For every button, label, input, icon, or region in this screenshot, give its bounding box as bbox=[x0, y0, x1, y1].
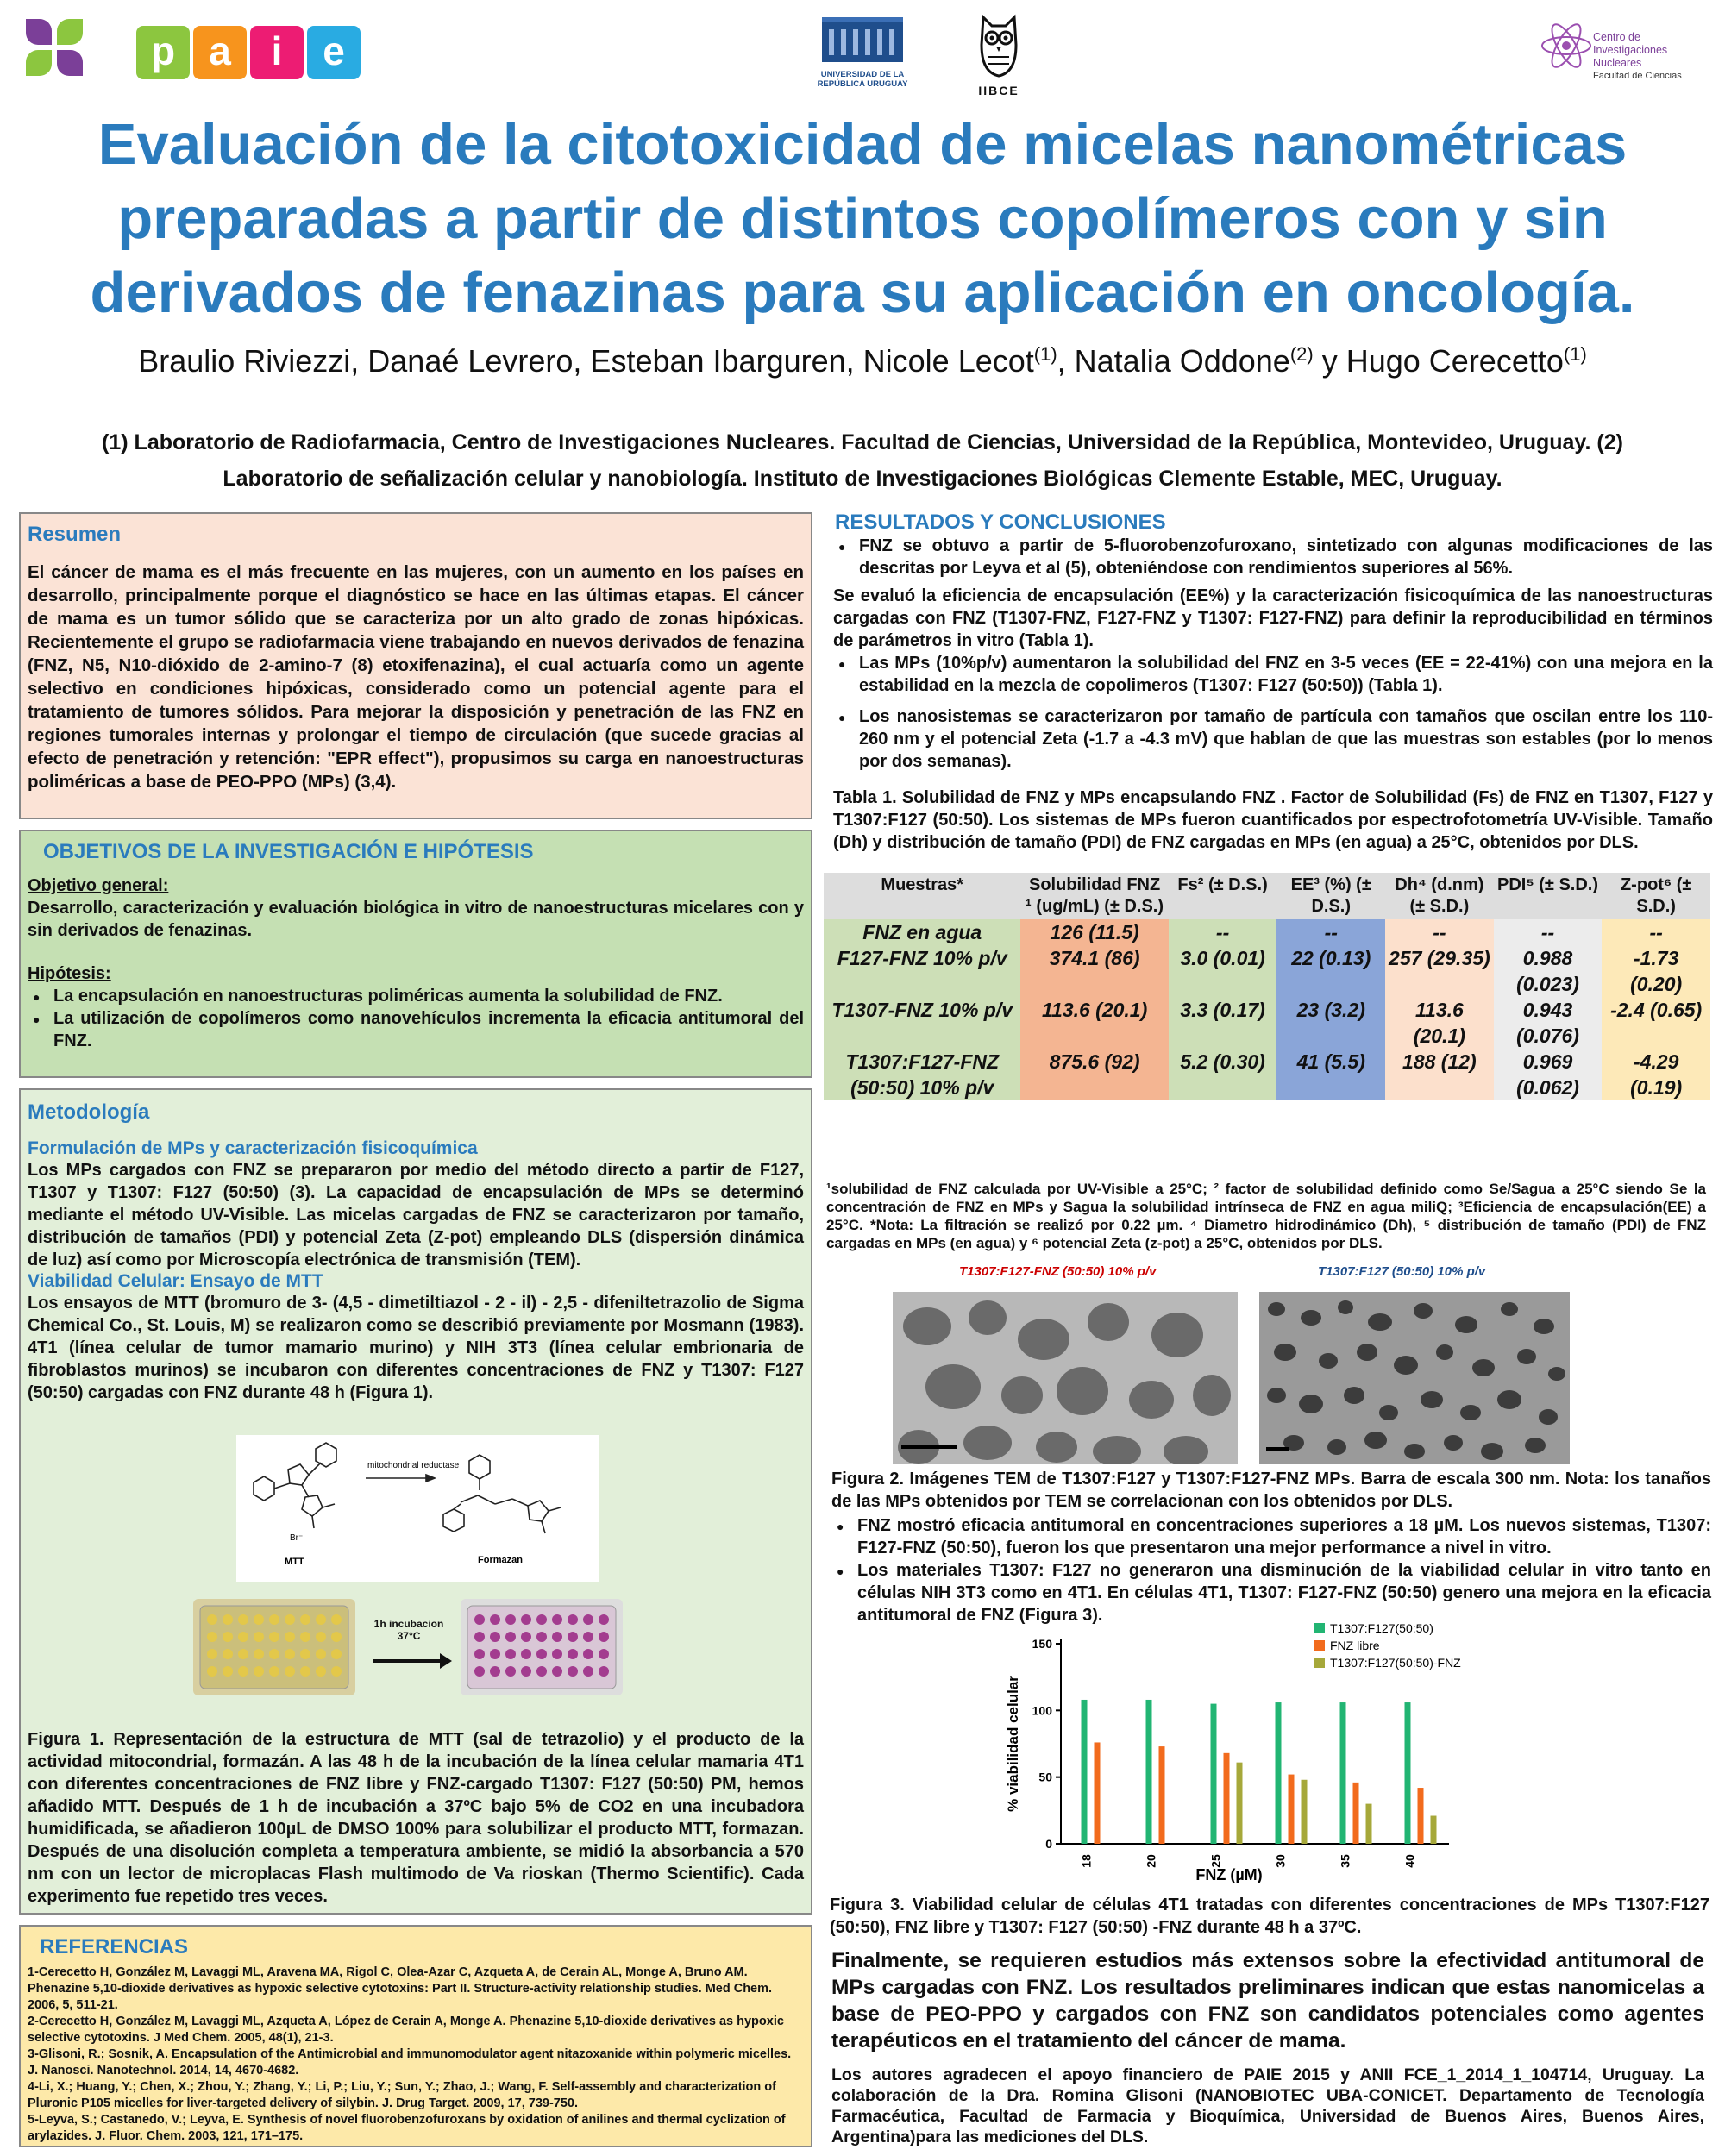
col-header: Fs² (± D.S.) bbox=[1169, 873, 1277, 919]
well-plate-yellow bbox=[193, 1599, 355, 1695]
paie-letter-i: i bbox=[250, 26, 304, 79]
affiliations: (1) Laboratorio de Radiofarmacia, Centro de Investigaciones Nucleares. Facultad de Ciencias, Universidad de la República, Montevideo, Uruguay. (2) Laboratorio de señalización celular y nanobiología. Instituto de Investigaciones Biológicas Clemente Estable, MEC, Uruguay. bbox=[102, 430, 1623, 491]
result-bullet: ● Las MPs (10%p/v) aumentaron la solubilidad del FNZ en 3-5 veces (EE = 22-41%) con una mejora en la estabilidad en la mezcla de copolimeros (T1307: F127 (50:50)) (Tabla 1). bbox=[833, 652, 1713, 697]
col-header: Z-pot⁶ (± S.D.) bbox=[1602, 873, 1710, 919]
mtt-label: MTT bbox=[285, 1557, 304, 1567]
authors-part-1: Braulio Riviezzi, Danaé Levrero, Esteban Ibarguren, Nicole Lecot bbox=[138, 343, 1034, 379]
metodologia-panel bbox=[19, 1088, 812, 1915]
udelar-building-icon bbox=[815, 12, 910, 66]
table1-caption: Tabla 1. Solubilidad de FNZ y MPs encapsulando FNZ . Factor de Solubilidad (Fs) de FNZ en T1307, F127 y T1307:F127 (50:50). Los sistemas de MPs fueron cuantificados por espectrofotometría UV-Visible. Tamaño (Dh) y distribución de tamaño (PDI) de FNZ cargadas en MPs (en agua) a 25°C, obtenidos por DLS. bbox=[833, 788, 1713, 852]
table-cell: -- bbox=[1169, 919, 1277, 945]
x-tick-label: 20 bbox=[1144, 1854, 1158, 1868]
logo-square-purple bbox=[26, 19, 52, 45]
bar bbox=[1224, 1753, 1230, 1844]
x-tick-label: 30 bbox=[1273, 1854, 1288, 1868]
table-cell: 0.943 (0.076) bbox=[1494, 997, 1603, 1049]
tem1-label: T1307:F127-FNZ (50:50) 10% p/v bbox=[959, 1264, 1157, 1279]
table-row bbox=[824, 1049, 1710, 1100]
legend-swatch bbox=[1314, 1623, 1325, 1633]
table-row bbox=[824, 919, 1710, 945]
x-tick-label: 25 bbox=[1208, 1854, 1223, 1868]
incubation-label: 1h incubacion 37°C bbox=[373, 1618, 444, 1642]
col-header: PDI⁵ (± S.D.) bbox=[1494, 873, 1603, 919]
paie-letter-p: p bbox=[136, 26, 190, 79]
result-bullets-2 bbox=[831, 1514, 1711, 1626]
table-1 bbox=[824, 873, 1710, 1100]
hipotesis-label: Hipótesis: bbox=[28, 964, 111, 983]
col-header: Dh⁴ (d.nm) (± S.D.) bbox=[1385, 873, 1494, 919]
formulacion-subheading: Formulación de MPs y caracterización fisicoquímica bbox=[28, 1138, 478, 1158]
poster-title: Evaluación de la citotoxicidad de micelas nanométricas preparadas a partir de distintos copolímeros con y sin derivados de fenazinas para su aplicación en oncología. bbox=[90, 112, 1635, 325]
figure2-caption: Figura 2. Imágenes TEM de T1307:F127 y T1307:F127-FNZ MPs. Barra de escala 300 nm. Nota: los tanaños de las MPs obtenidos por TEM se correlacionan con los obtenidos por DLS. bbox=[831, 1470, 1711, 1511]
table-cell: 3.0 (0.01) bbox=[1169, 945, 1277, 997]
table-cell: -- bbox=[1602, 919, 1710, 945]
table-cell: 374.1 (86) bbox=[1020, 945, 1168, 997]
resumen-panel bbox=[19, 512, 812, 819]
bar bbox=[1146, 1700, 1152, 1844]
bar bbox=[1289, 1775, 1295, 1844]
resultados-heading: RESULTADOS Y CONCLUSIONES bbox=[835, 511, 1166, 534]
bar bbox=[1353, 1783, 1359, 1844]
table-cell: -- bbox=[1494, 919, 1603, 945]
viabilidad-subheading: Viabilidad Celular: Ensayo de MTT bbox=[28, 1271, 323, 1291]
paie-letter-e: e bbox=[307, 26, 361, 79]
resultados-section bbox=[833, 511, 1713, 854]
y-tick-label: 150 bbox=[1032, 1637, 1052, 1651]
bar bbox=[1159, 1746, 1165, 1844]
table-cell: 113.6 (20.1) bbox=[1385, 997, 1494, 1049]
table-cell: 0.988 (0.023) bbox=[1494, 945, 1603, 997]
table-cell: T1307-FNZ 10% p/v bbox=[824, 997, 1020, 1049]
table-header-row bbox=[824, 873, 1710, 919]
tem2-label: T1307:F127 (50:50) 10% p/v bbox=[1318, 1264, 1486, 1279]
incubation-arrow bbox=[373, 1659, 445, 1663]
x-tick-label: 35 bbox=[1338, 1854, 1352, 1868]
formulacion-text: Los MPs cargados con FNZ se prepararon por medio del método directo a partir de F127, T1307 y T1307: F127 (50:50) (3). La capacidad de encapsulación de MPs se determinó mediante el método UV-Visible. Las micelas cargadas de FNZ se caracterizaron por tamaño, distribución de tamaños (PDI) y potencial Zeta (Z-pot) empleando DLS (dispersión dinámica de luz) así como por Microscopía electrónica de transmisión (TEM). bbox=[28, 1161, 804, 1269]
figure3-caption: Figura 3. Viabilidad celular de células 4T1 tratadas con diferentes concentraciones de MPs T1307:F127 (50:50), FNZ libre y T1307: F127 (50:50) -FNZ durante 48 h a 37ºC. bbox=[830, 1896, 1709, 1937]
table-cell: 257 (29.35) bbox=[1385, 945, 1494, 997]
table1-footnote: ¹solubilidad de FNZ calculada por UV-Visible a 25°C; ² factor de solubilidad definido como Se/Sagua a 25°C siendo Se la concentración de FNZ en MPs y Sagua la solubilidad intrínseca de FNZ en agua miliQ; ³Eficiencia de encapsulación(EE) a 25°C. *Nota: La filtración se realizó por 0.22 µm. ⁴ Diametro hidrodinámico (Dh), ⁵ distribución de tamaño (PDI) de FNZ cargadas en MPs (en agua) y ⁶ potencial Zeta (z-pot) a 25°C, obtenidos por DLS. bbox=[826, 1181, 1706, 1251]
x-tick-label: 40 bbox=[1402, 1854, 1417, 1868]
table-cell: 5.2 (0.30) bbox=[1169, 1049, 1277, 1100]
table-cell: 3.3 (0.17) bbox=[1169, 997, 1277, 1049]
col-header: Muestras* bbox=[824, 873, 1020, 919]
paie-letter-a: a bbox=[193, 26, 247, 79]
table-cell: 188 (12) bbox=[1385, 1049, 1494, 1100]
result-bullet: ● FNZ se obtuvo a partir de 5-fluorobenzofuroxano, sintetizado con algunas modificaciones de las descritas por Leyva et al (5), obteniéndose con rendimientos superiores al 56%. bbox=[833, 535, 1713, 580]
viabilidad-text: Los ensayos de MTT (bromuro de 3- (4,5 - dimetiltiazol - 2 - il) - 2,5 - difeniltetrazolio de Sigma Chemical Co., St. Louis, M) se realizaron como se describió previamente por Mosmann (1983). 4T1 (línea celular de tumor mamario murino) y NIH 3T3 (línea celular embrionaria de fibroblastos murinos) se incubaron con diferentes concentraciones de FNZ y T1307: F127 (50:50) cargadas con FNZ durante 48 h (Figura 1). bbox=[28, 1294, 804, 1402]
tem-image-1 bbox=[893, 1292, 1238, 1464]
table-row bbox=[824, 945, 1710, 997]
bar bbox=[1431, 1816, 1437, 1844]
authors bbox=[0, 343, 1725, 379]
y-tick-label: 50 bbox=[1038, 1770, 1052, 1784]
table-row bbox=[824, 997, 1710, 1049]
reference-item: 4-Li, X.; Huang, Y.; Chen, X.; Zhou, Y.; Zhang, Y.; Li, P.; Liu, Y.; Sun, Y.; Zhao, J.; Wang, F. Self-assembly and characterization of Pluronic P105 micelles for liver-targeted delivery of silybin. J. Drug Target. 2009, 17, 739-750. bbox=[28, 2080, 776, 2110]
cin-line3: Facultad de Ciencias bbox=[1593, 71, 1682, 81]
tem-micrograph-2 bbox=[1259, 1292, 1570, 1464]
mito-label: mitochondrial reductase bbox=[367, 1461, 460, 1470]
referencias-panel bbox=[19, 1925, 812, 2147]
objetivos-panel bbox=[19, 830, 812, 1078]
legend-label: T1307:F127(50:50)-FNZ bbox=[1330, 1656, 1461, 1670]
x-tick-label: 18 bbox=[1079, 1854, 1094, 1868]
table-cell: -- bbox=[1276, 919, 1385, 945]
y-axis-label: % viabilidad celular bbox=[1005, 1676, 1021, 1812]
conclusion-text: Finalmente, se requieren estudios más extensos sobre la efectividad antitumoral de MPs cargadas con FNZ. Los resultados preliminares indican que estas nanomicelas a base de PEO-PPO y cargados con FNZ son candidatos potenciales como agentes terapéuticos en el tratamiento del cáncer de mama. bbox=[831, 1949, 1704, 2053]
authors-part-3: y Hugo Cerecetto bbox=[1313, 343, 1564, 379]
bar bbox=[1237, 1763, 1243, 1844]
atom-icon bbox=[1540, 16, 1593, 76]
logo-square-purple-2 bbox=[57, 50, 83, 76]
bar bbox=[1366, 1804, 1372, 1844]
result-bullet: ● FNZ mostró eficacia antitumoral en concentraciones superiores a 18 µM. Los nuevos sistemas, T1307: F127-FNZ (50:50), fueron los que presentaron una mejor performance a nivel in vitro. bbox=[831, 1514, 1711, 1559]
table-cell: FNZ en agua bbox=[824, 919, 1020, 945]
table-cell: 41 (5.5) bbox=[1276, 1049, 1385, 1100]
bar bbox=[1418, 1788, 1424, 1844]
bar bbox=[1302, 1780, 1308, 1844]
viability-chart bbox=[1000, 1611, 1570, 1887]
owl-icon bbox=[973, 10, 1025, 79]
plate-purple-image bbox=[461, 1599, 623, 1695]
table-cell: 126 (11.5) bbox=[1020, 919, 1168, 945]
mtt-scheme bbox=[236, 1435, 599, 1582]
result-bullet: ● Los materiales T1307: F127 no generaron una disminución de la viabilidad celular in vitro tanto en células NIH 3T3 como en 4T1. En células 4T1, T1307: F127-FNZ (50:50) genero una mejora en la eficacia antitumoral de FNZ (Figura 3). bbox=[831, 1559, 1711, 1626]
table-cell: 875.6 (92) bbox=[1020, 1049, 1168, 1100]
table-cell: 113.6 (20.1) bbox=[1020, 997, 1168, 1049]
legend-swatch bbox=[1314, 1658, 1325, 1668]
reference-item: 5-Leyva, S.; Castanedo, V.; Leyva, E. Synthesis of novel fluorobenzofuroxans by oxidation of anilines and thermal cyclization of arylazides. J. Fluor. Chem. 2003, 121, 171–175. bbox=[28, 2113, 786, 2143]
col-header: Solubilidad FNZ ¹ (ug/mL) (± D.S.) bbox=[1020, 873, 1168, 919]
referencias-heading: REFERENCIAS bbox=[40, 1935, 189, 1959]
table-cell: 22 (0.13) bbox=[1276, 945, 1385, 997]
acknowledgements: Los autores agradecen el apoyo financiero de PAIE 2015 y ANII FCE_1_2014_1_104714, Uruguay. La colaboración de la Dra. Romina Glisoni (NANOBIOTEC UBA-CONICET. Departamento de Tecnología Farmacéutica, Facultad de Farmacia y Bioquímica, Universidad de Buenos Aires, Buenos Aires, Argentina)para las mediciones del DLS. bbox=[831, 2065, 1704, 2147]
hipotesis-item: ● La encapsulación en nanoestructuras poliméricas aumenta la solubilidad de FNZ. bbox=[28, 985, 804, 1007]
logo-square-green-2 bbox=[26, 50, 52, 76]
affil-sup-1: (1) bbox=[1033, 343, 1057, 365]
arrow-head-icon bbox=[440, 1653, 452, 1669]
x-axis-label: FNZ (µM) bbox=[1195, 1866, 1263, 1883]
result-paragraph: Se evaluó la eficiencia de encapsulación (EE%) y la caracterización fisicoquímica de las nanoestructuras cargadas con FNZ (T1307-FNZ, F127-FNZ y T1307: F127-FNZ) para definir la reproducibilidad en términos de parámetros in vitro (Tabla 1). bbox=[833, 586, 1713, 650]
hipotesis-item: ● La utilización de copolímeros como nanovehículos incrementa la eficacia antitumoral del FNZ. bbox=[28, 1007, 804, 1052]
affil-sup-3: (1) bbox=[1563, 343, 1587, 365]
tem-image-2 bbox=[1259, 1292, 1570, 1464]
cin-line1: Centro de bbox=[1593, 31, 1640, 43]
reference-item: 2-Cerecetto H, González M, Lavaggi ML, Azqueta A, López de Cerain A, Monge A. Phenazine 5,10-dioxide derivatives as hypoxic selective cytotoxins. J Med Chem. 2005, 48(1), 21-3. bbox=[28, 2015, 784, 2045]
udelar-text: UNIVERSIDAD DE LA REPÚBLICA URUGUAY bbox=[817, 70, 908, 89]
logo-square-green bbox=[57, 19, 83, 45]
cin-line2: Investigaciones Nucleares bbox=[1593, 44, 1668, 69]
resumen-text: El cáncer de mama es el más frecuente en las mujeres, con un aumento en los países en desarrollo, principalmente porque el diagnóstico se hace en las últimas etapas. El cáncer de mama es un tumor sólido que se caracteriza por un alto grado de zonas hipóxicas. Recientemente el grupo se radiofarmacia viene trabajando en nuevos derivados de fenazina (FNZ, N5, N10-dióxido de 2-amino-7 (8) etoxifenazina), el cual actuaría como un agente selectivo en condiciones hipóxicas, considerado como un potencial agente para el tratamiento de tumores sólidos. Para mejorar la disposición y penetración de las FNZ en regiones tumorales internas y prolongar el tiempo de circulación (que sucede gracias al efecto de penetración y retención: "EPR effect"), propusimos su carga en nanoestructuras poliméricas a base de PEO-PPO (MPs) (3,4). bbox=[28, 562, 804, 792]
col-header: EE³ (%) (± D.S.) bbox=[1276, 873, 1385, 919]
table-cell: -4.29 (0.19) bbox=[1602, 1049, 1710, 1100]
table-cell: T1307:F127-FNZ (50:50) 10% p/v bbox=[824, 1049, 1020, 1100]
formazan-label: Formazan bbox=[478, 1555, 523, 1565]
bar bbox=[1211, 1704, 1217, 1844]
bar bbox=[1082, 1700, 1088, 1844]
br-label: Br⁻ bbox=[290, 1533, 304, 1543]
mtt-reaction-diagram bbox=[236, 1435, 599, 1582]
objetivos-heading: OBJETIVOS DE LA INVESTIGACIÓN E HIPÓTESIS bbox=[43, 840, 534, 863]
viability-bar-chart bbox=[1000, 1611, 1570, 1887]
table-cell: 0.969 (0.062) bbox=[1494, 1049, 1603, 1100]
figure1-caption: Figura 1. Representación de la estructura de MTT (sal de tetrazolio) y el producto de la actividad mitocondrial, formazán. A las 48 h de la incubación de la línea celular mamaria 4T1 con diferentes concentraciones de FNZ libre y FNZ-cargado T1307: F127 (50:50) PM, hemos añadido MTT. Después de 1 h de incubación a 37ºC bajo 5% de CO2 en una incubadora humidificada, se añadieron 100µL de DMSO 100% para solubilizar el producto MTT, formazan. Después de una disolución completa a temperatura ambiente, se midió la absorbancia a 570 nm con un lector de microplacas Flash multimodo de Va rioskan (Thermo Scientific). Cada experimento fue repetido tres veces. bbox=[28, 1730, 804, 1906]
affil-sup-2: (2) bbox=[1289, 343, 1314, 365]
iibce-text: IIBCE bbox=[978, 84, 1019, 97]
table-cell: -2.4 (0.65) bbox=[1602, 997, 1710, 1049]
table-cell: -1.73 (0.20) bbox=[1602, 945, 1710, 997]
table-cell: -- bbox=[1385, 919, 1494, 945]
authors-part-2: , Natalia Oddone bbox=[1057, 343, 1290, 379]
objetivo-general-text: Desarrollo, caracterización y evaluación biológica in vitro de nanoestructuras micelares con y sin derivados de fenazinas. bbox=[28, 899, 804, 940]
iibce-logo bbox=[973, 10, 1025, 105]
resumen-heading: Resumen bbox=[28, 523, 122, 546]
cin-logo bbox=[1540, 16, 1712, 85]
table-cell: 23 (3.2) bbox=[1276, 997, 1385, 1049]
legend-label: FNZ libre bbox=[1330, 1639, 1380, 1652]
table-cell: F127-FNZ 10% p/v bbox=[824, 945, 1020, 997]
bar bbox=[1095, 1742, 1101, 1844]
udelar-logo bbox=[815, 12, 910, 98]
bar bbox=[1405, 1702, 1411, 1844]
y-tick-label: 0 bbox=[1045, 1837, 1052, 1851]
well-plate-purple bbox=[461, 1599, 623, 1695]
tem-micrograph-1 bbox=[893, 1292, 1238, 1464]
plate-yellow-image bbox=[193, 1599, 355, 1695]
reference-item: 3-Glisoni, R.; Sosnik, A. Encapsulation of the Antimicrobial and immunomodulator agent nitazoxanide within polymeric micelles. J. Nanosci. Nanotechnol. 2014, 14, 4670-4682. bbox=[28, 2047, 792, 2078]
objetivo-general-label: Objetivo general: bbox=[28, 876, 169, 895]
y-tick-label: 100 bbox=[1032, 1703, 1052, 1718]
result-bullet: ● Los nanosistemas se caracterizaron por tamaño de partícula con tamaños que oscilan entre los 110- 260 nm y el potencial Zeta (-1.7 a -4.3 mV) que hablan de que las muestras son estables (por lo menos por dos semanas). bbox=[833, 705, 1713, 773]
legend-swatch bbox=[1314, 1640, 1325, 1651]
legend-label: T1307:F127(50:50) bbox=[1330, 1621, 1433, 1635]
reference-item: 1-Cerecetto H, González M, Lavaggi ML, Aravena MA, Rigol C, Olea-Azar C, Azqueta A, de Cerain AL, Monge A, Bruno AM. Phenazine 5,10-dioxide derivatives as hypoxic selective cytotoxins: Part II. Structure-activity relationship studies. Med Chem. 2006, 5, 511-21. bbox=[28, 1965, 773, 2012]
metodologia-heading: Metodología bbox=[28, 1100, 150, 1124]
bar bbox=[1276, 1702, 1282, 1844]
bar bbox=[1340, 1702, 1346, 1844]
